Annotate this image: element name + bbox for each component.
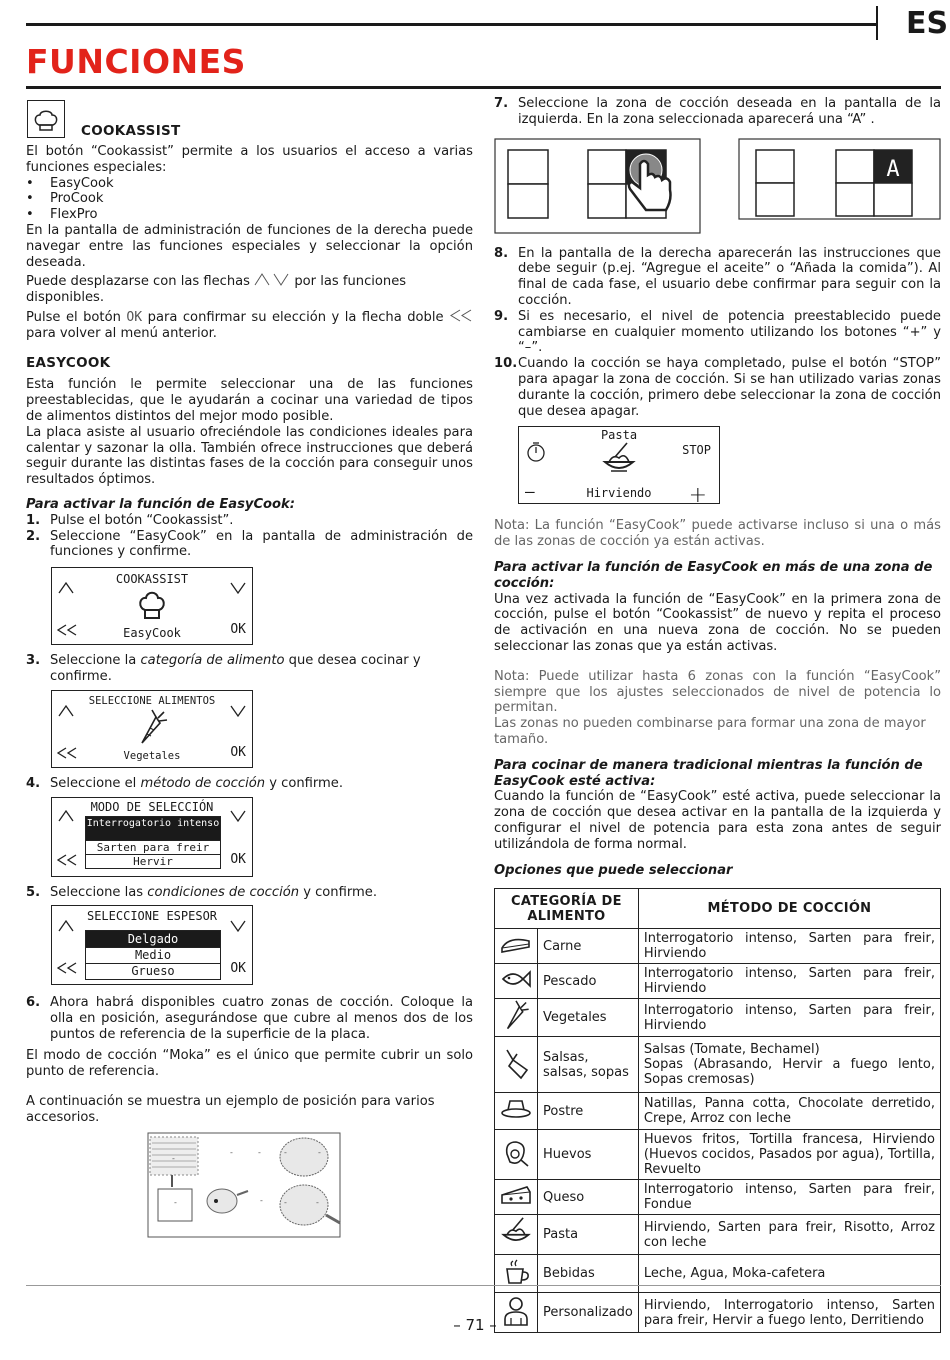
table-header-row xyxy=(495,889,941,929)
category-cell: Vegetales xyxy=(538,999,639,1037)
lcd-cooking-method xyxy=(51,797,253,877)
step-3 xyxy=(26,653,473,685)
arrow-up-icon xyxy=(58,810,74,822)
step-text: Pulse el botón “Cookassist”. xyxy=(50,512,234,528)
note-six-zones: Nota: Puede utilizar hasta 6 zonas con la función “EasyCook” siempre que los ajustes seleccionados de nivel de potencia lo permitan. xyxy=(494,668,941,716)
svg-text:-: - xyxy=(174,1197,177,1207)
step-7 xyxy=(494,96,941,128)
carrot-icon xyxy=(495,999,538,1037)
svg-text:-: - xyxy=(318,1147,321,1157)
step-10 xyxy=(494,356,941,419)
lcd-minus: — xyxy=(525,481,535,501)
double-back-arrow-icon xyxy=(57,962,77,974)
cookassist-header xyxy=(26,96,473,138)
method-cell: Hirviendo, Interrogatorio intenso, Sarten para freir, Hervir a fuego lento, Derritiendo xyxy=(638,1293,940,1333)
method-cell: Hirviendo, Sarten para freir, Risotto, Arroz con leche xyxy=(638,1215,940,1255)
step-text: Seleccione “EasyCook” en la pantalla de administración de funciones y confirme. xyxy=(50,528,473,560)
step-number: 7. xyxy=(494,96,509,111)
step-text: Seleccione la xyxy=(50,653,137,669)
page-number: – 71 – xyxy=(453,1316,497,1334)
list-item: • ProCook xyxy=(26,191,104,207)
lcd-plus: + xyxy=(688,482,707,508)
multi-zone-heading: Para activar la función de EasyCook en más de una zona de cocción: xyxy=(494,559,933,591)
step-number: 6. xyxy=(26,995,41,1011)
svg-text:-: - xyxy=(284,1147,287,1157)
option: Grueso xyxy=(131,964,175,979)
fish-icon xyxy=(495,964,538,999)
cup-icon xyxy=(495,1255,538,1293)
lcd-title: COOKASSIST xyxy=(115,572,189,587)
step-number: 5. xyxy=(26,884,41,900)
step-text: y confirme. xyxy=(303,884,377,900)
category-cell: Bebidas xyxy=(538,1255,639,1293)
step-emphasis: método de cocción xyxy=(140,775,266,791)
step-number: 9. xyxy=(494,308,509,324)
step-text: Si es necesario, el nivel de potencia preestablecido puede cambiarse en cualquier momento utilizando los botones “+” y “–”. xyxy=(518,308,941,356)
category-cell: Queso xyxy=(538,1180,639,1215)
svg-text:-: - xyxy=(230,1147,233,1157)
option-selected: Interrogatorio intenso xyxy=(86,817,220,841)
p4-text-c: para volver al menú anterior. xyxy=(26,325,217,341)
options-heading: Opciones que puede seleccionar xyxy=(494,862,733,878)
lcd-ok: OK xyxy=(230,622,246,638)
step-5 xyxy=(26,885,473,901)
hob-accessory-diagram xyxy=(144,1131,344,1241)
easycook-p2: La placa asiste al usuario ofreciéndole las condiciones ideales para calentar y sazonar la olla. También ofrece instrucciones que deberá seguir durante las distintas fases de la cocción para conseguir unos resultados óptimos. xyxy=(26,424,473,488)
step-emphasis: categoría de alimento xyxy=(140,653,285,669)
traditional-text: Cuando la función de “EasyCook” esté activa, puede seleccionar la zona de cocción que desea activar en la pantalla de la izquierda y configurar el nivel de potencia para esta zona antes de seguir utilizándola de forma normal. xyxy=(494,789,941,852)
pasta-icon xyxy=(601,442,637,478)
page-title: FUNCIONES xyxy=(26,42,246,81)
step-text: Ahora habrá disponibles cuatro zonas de cocción. Coloque la olla en posición, asegurándose que cubre al menos dos de los puntos de referencia de la superficie de la placa. xyxy=(50,995,473,1042)
category-cell: Pasta xyxy=(538,1215,639,1255)
column-header-category: CATEGORÍA DE ALIMENTO xyxy=(495,889,639,929)
double-back-arrow-icon xyxy=(57,854,77,866)
step-number: 8. xyxy=(494,245,509,261)
pasta-icon xyxy=(495,1215,538,1255)
zone-selection-figures xyxy=(494,138,941,234)
method-cell: Interrogatorio intenso, Sarten para freir, Hirviendo xyxy=(638,999,940,1037)
table-row xyxy=(495,929,941,964)
arrow-down-icon xyxy=(230,705,246,717)
lcd-ok: OK xyxy=(230,851,246,867)
table-row xyxy=(495,964,941,999)
p3-text-a: Puede desplazarse con las flechas xyxy=(26,274,250,290)
svg-text:-: - xyxy=(284,1197,287,1207)
table-row xyxy=(495,1037,941,1093)
lcd-stop: STOP xyxy=(682,443,711,458)
p4-text-b: para confirmar su elección y la flecha doble xyxy=(147,309,444,325)
zone-letter: A xyxy=(886,156,900,182)
p4-text-a: Pulse el botón xyxy=(26,309,121,325)
arrow-up-icon xyxy=(58,582,74,594)
p3-text-b: por las funciones disponibles. xyxy=(26,274,407,306)
step-9 xyxy=(494,309,941,356)
category-cell: Carne xyxy=(538,929,639,964)
activate-heading: Para activar la función de EasyCook: xyxy=(26,496,295,512)
step-text: Cuando la cocción se haya completado, pulse el botón “STOP” para apagar la zona de cocción. Si se han utilizado varias zonas durante la cocción, primero debe seleccionar la zona de cocción que desea apagar. xyxy=(518,356,941,419)
table-row xyxy=(495,999,941,1037)
lcd-cooking-status xyxy=(518,426,720,508)
arrow-up-down-icon xyxy=(254,272,290,286)
step-emphasis: condiciones de cocción xyxy=(147,884,300,900)
svg-text:-: - xyxy=(316,1197,319,1207)
lcd-ok: OK xyxy=(230,744,246,760)
cookassist-p2: En la pantalla de administración de funciones de la derecha puede navegar entre las funciones especiales y seleccionar la opción deseada. xyxy=(26,222,473,270)
table-row xyxy=(495,1180,941,1215)
option: Hervir xyxy=(133,854,173,868)
title-rule xyxy=(26,86,941,89)
easycook-heading: EASYCOOK xyxy=(26,354,111,371)
step-number: 4. xyxy=(26,775,41,791)
lcd-bottom-label: EasyCook xyxy=(123,626,181,641)
lcd-title: MODO DE SELECCIÓN xyxy=(90,799,214,814)
carrot-icon xyxy=(136,709,168,747)
cookassist-heading: COOKASSIST xyxy=(81,123,181,140)
list-item: • FlexPro xyxy=(26,207,98,223)
cookassist-p4 xyxy=(26,309,473,342)
meat-icon xyxy=(495,929,538,964)
traditional-heading: Para cocinar de manera tradicional mientras la función de EasyCook esté activa: xyxy=(494,757,923,789)
cheese-icon xyxy=(495,1180,538,1215)
lcd-bottom-label: Vegetales xyxy=(123,749,181,762)
step-text: Seleccione el xyxy=(50,775,137,791)
arrow-up-icon xyxy=(58,920,74,932)
egg-icon xyxy=(495,1130,538,1180)
lcd-title: SELECCIONE ESPESOR xyxy=(86,909,218,924)
step-number: 1. xyxy=(26,512,41,528)
arrow-down-icon xyxy=(230,582,246,594)
thickness-options xyxy=(85,930,221,980)
arrow-down-icon xyxy=(230,920,246,932)
method-cell: Interrogatorio intenso, Sarten para freir, Hirviendo xyxy=(638,929,940,964)
bullet-easycook: EasyCook xyxy=(50,175,114,191)
lcd-food-category xyxy=(51,690,253,768)
step-text: y confirme. xyxy=(269,775,343,791)
category-cell: Personalizado xyxy=(538,1293,639,1333)
zone-selected-figure xyxy=(738,138,941,220)
zone-touch-figure xyxy=(494,138,701,234)
step-1 xyxy=(26,513,473,529)
category-cell: Postre xyxy=(538,1093,639,1130)
left-column xyxy=(26,96,473,1241)
method-cell: Huevos fritos, Tortilla francesa, Hirviendo (Huevos cocidos, Pasados por agua), Tortilla, Revuelto xyxy=(638,1130,940,1180)
table-row xyxy=(495,1093,941,1130)
option: Medio xyxy=(86,948,220,964)
multi-zone-text: Una vez activada la función de “EasyCook” en la primera zona de cocción, pulse el botón “Cookassist” de nuevo y repita el proceso de activación en una nueva zona de cocción. No se pueden seleccionar las zonas que ya están activas. xyxy=(494,591,941,654)
double-back-arrow-icon xyxy=(449,309,473,322)
bullet-flexpro: FlexPro xyxy=(50,207,98,223)
cookassist-p3 xyxy=(26,272,473,306)
method-cell: Salsas (Tomate, Bechamel) Sopas (Abrasando, Hervir a fuego lento, Sopas cremosas) xyxy=(638,1037,940,1093)
arrow-up-icon xyxy=(58,705,74,717)
step-number: 3. xyxy=(26,653,41,669)
method-cell: Leche, Agua, Moka-cafetera xyxy=(638,1255,940,1293)
svg-text:-: - xyxy=(258,1147,261,1157)
table-row xyxy=(495,1255,941,1293)
footer-rule xyxy=(26,1285,941,1286)
svg-text:-: - xyxy=(172,1153,175,1163)
chef-hat-icon xyxy=(137,588,167,624)
category-cell: Huevos xyxy=(538,1130,639,1180)
svg-text:-: - xyxy=(260,1195,263,1205)
table-row xyxy=(495,1215,941,1255)
step-text: Seleccione las xyxy=(50,884,144,900)
language-code: ES xyxy=(906,6,949,41)
food-method-table xyxy=(494,888,941,1333)
method-cell: Interrogatorio intenso, Sarten para freir, Hirviendo xyxy=(638,964,940,999)
lcd-thickness xyxy=(51,905,253,985)
arrow-down-icon xyxy=(230,810,246,822)
option-selected: Delgado xyxy=(86,931,220,948)
method-cell: Natillas, Panna cotta, Chocolate derretido, Crepe, Arroz con leche xyxy=(638,1093,940,1130)
step-text: En la pantalla de la derecha aparecerán las instrucciones que debe seguir (p.ej. “Agregue el aceite” o “Añada la comida”). Al final de cada fase, el usuario debe confirmar para seguir con la cocción. xyxy=(518,245,941,308)
example-text: A continuación se muestra un ejemplo de posición para varios accesorios. xyxy=(26,1094,435,1126)
ok-symbol: OK xyxy=(126,309,143,325)
table-row xyxy=(495,1130,941,1180)
category-cell: Pescado xyxy=(538,964,639,999)
note-active-zones: Nota: La función “EasyCook” puede activarse incluso si una o más de las zonas de cocción ya están activas. xyxy=(494,518,941,550)
category-cell: Salsas, salsas, sopas xyxy=(538,1037,639,1093)
moka-text: El modo de cocción “Moka” es el único que permite cubrir un solo punto de referencia. xyxy=(26,1047,473,1079)
list-item: • EasyCook xyxy=(26,175,114,191)
step-6 xyxy=(26,995,473,1042)
easycook-p1: Esta función le permite seleccionar una de las funciones preestablecidas, que le ayudarán a cocinar una variedad de tipos de alimentos distintos del mejor modo posible. xyxy=(26,377,473,424)
step-2 xyxy=(26,529,473,561)
lcd-title: Pasta xyxy=(600,428,638,443)
cookassist-intro: El botón “Cookassist” permite a los usuarios el acceso a varias funciones especiales: xyxy=(26,144,473,175)
right-column xyxy=(494,96,941,1333)
bullet-procook: ProCook xyxy=(50,191,104,207)
step-number: 2. xyxy=(26,528,41,544)
chef-hat-icon xyxy=(27,100,65,138)
method-cell: Interrogatorio intenso, Sarten para freir, Fondue xyxy=(638,1180,940,1215)
column-header-method: MÉTODO DE COCCIÓN xyxy=(638,889,940,929)
lcd-title: SELECCIONE ALIMENTOS xyxy=(88,694,216,707)
option: Sarten para freir xyxy=(86,841,220,855)
lcd-bottom-label: Hirviendo xyxy=(586,485,652,500)
timer-icon xyxy=(526,441,546,463)
method-options xyxy=(85,816,221,869)
lcd-ok: OK xyxy=(230,960,246,976)
step-8 xyxy=(494,246,941,309)
header-rule xyxy=(26,23,876,26)
step-text: que desea cocinar y confirme. xyxy=(50,653,421,684)
step-number: 10. xyxy=(494,356,518,372)
note-combine: Las zonas no pueden combinarse para formar una zona de mayor tamaño. xyxy=(494,716,926,747)
header-divider xyxy=(876,6,878,40)
lcd-cookassist xyxy=(51,567,253,645)
step-4 xyxy=(26,776,473,792)
sauce-icon xyxy=(495,1037,538,1093)
step-text: Seleccione la zona de cocción deseada en la pantalla de la izquierda. En la zona seleccionada aparecerá una “A” . xyxy=(518,96,941,127)
dessert-icon xyxy=(495,1093,538,1130)
